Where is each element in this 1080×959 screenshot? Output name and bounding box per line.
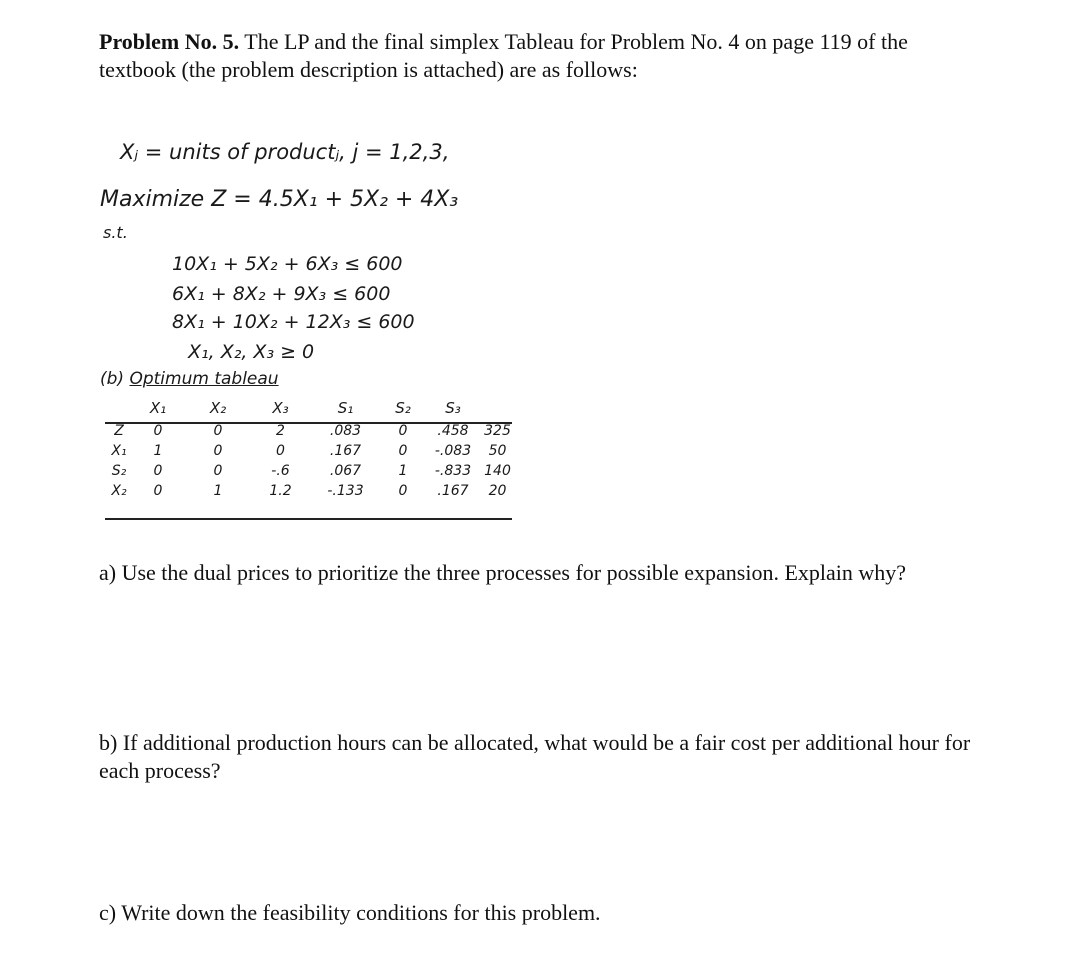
table-cell: -.833 [434, 463, 472, 479]
table-cell: 0 [398, 443, 408, 459]
header-cell [105, 395, 133, 421]
table-cell: .458 [437, 423, 469, 439]
table-cell: 0 [153, 423, 163, 439]
table-cell: X₁ [111, 443, 127, 459]
table-row [105, 441, 512, 461]
constraint-3: 8X₁ + 10X₂ + 12X₃ ≤ 600 [172, 311, 415, 333]
nonnegativity-constraint: X₁, X₂, X₃ ≥ 0 [188, 341, 315, 363]
constraint-1: 10X₁ + 5X₂ + 6X₃ ≤ 600 [172, 253, 403, 275]
header-cell: S₂ [395, 399, 411, 417]
table-cell: 20 [488, 483, 507, 499]
table-row [105, 421, 512, 441]
variable-definition: Xⱼ = units of productⱼ, j = 1,2,3, [120, 140, 450, 164]
table-cell: -.133 [327, 483, 364, 499]
tableau-title [100, 369, 279, 389]
question-c: c) Write down the feasibility conditions for this problem. [99, 900, 601, 925]
tableau-bottom-rule [105, 518, 512, 520]
table-row [105, 461, 512, 481]
table-cell: S₂ [111, 463, 127, 479]
problem-label: Problem No. 5. [99, 29, 240, 54]
table-cell: X₂ [111, 483, 127, 499]
constraint-2: 6X₁ + 8X₂ + 9X₃ ≤ 600 [172, 283, 391, 305]
table-cell: 0 [153, 463, 163, 479]
table-cell: -.083 [434, 443, 472, 459]
table-cell: 1 [398, 463, 408, 479]
table-cell: 50 [488, 443, 507, 459]
simplex-tableau [105, 395, 512, 501]
table-cell: 0 [398, 423, 408, 439]
table-cell: 140 [484, 463, 511, 479]
table-cell: 0 [213, 443, 223, 459]
table-cell: .083 [329, 423, 362, 439]
table-cell: Z [114, 423, 124, 439]
table-cell: 0 [213, 423, 223, 439]
table-cell: .167 [437, 483, 469, 499]
table-cell: 0 [213, 463, 223, 479]
subject-to-label: s.t. [103, 223, 128, 242]
table-cell: .167 [329, 443, 362, 459]
objective-function: Maximize Z = 4.5X₁ + 5X₂ + 4X₃ [100, 187, 459, 212]
table-cell: .067 [329, 463, 362, 479]
header-cell [483, 395, 512, 421]
table-cell: 1 [153, 443, 163, 459]
question-a: a) Use the dual prices to prioritize the three processes for possible expansion. Explain why? [99, 560, 907, 585]
header-cell: S₁ [337, 399, 354, 417]
header-cell: X₃ [272, 399, 289, 417]
table-cell: 1.2 [269, 483, 292, 499]
table-cell: 1 [213, 483, 223, 499]
header-cell: X₂ [209, 399, 227, 417]
problem-text: The LP and the final simplex Tableau for Problem No. 4 on page 119 of the textbook (the problem description is attached) are as follows: [99, 29, 908, 82]
table-cell: 325 [484, 423, 511, 439]
header-cell: X₁ [149, 399, 167, 417]
table-cell: -.6 [271, 463, 290, 479]
question-b: b) If additional production hours can be allocated, what would be a fair cost per additional hour for each process? [99, 730, 971, 783]
table-row [105, 481, 512, 501]
tableau-title-text: Optimum tableau [129, 369, 279, 389]
table-cell: 0 [398, 483, 408, 499]
table-cell: 2 [276, 423, 285, 439]
table-cell: 0 [153, 483, 163, 499]
tableau-label: (b) [100, 369, 125, 389]
problem-intro [99, 28, 979, 84]
table-cell: 0 [276, 443, 285, 459]
header-cell: S₃ [445, 399, 461, 417]
tableau-header-row [105, 395, 512, 421]
